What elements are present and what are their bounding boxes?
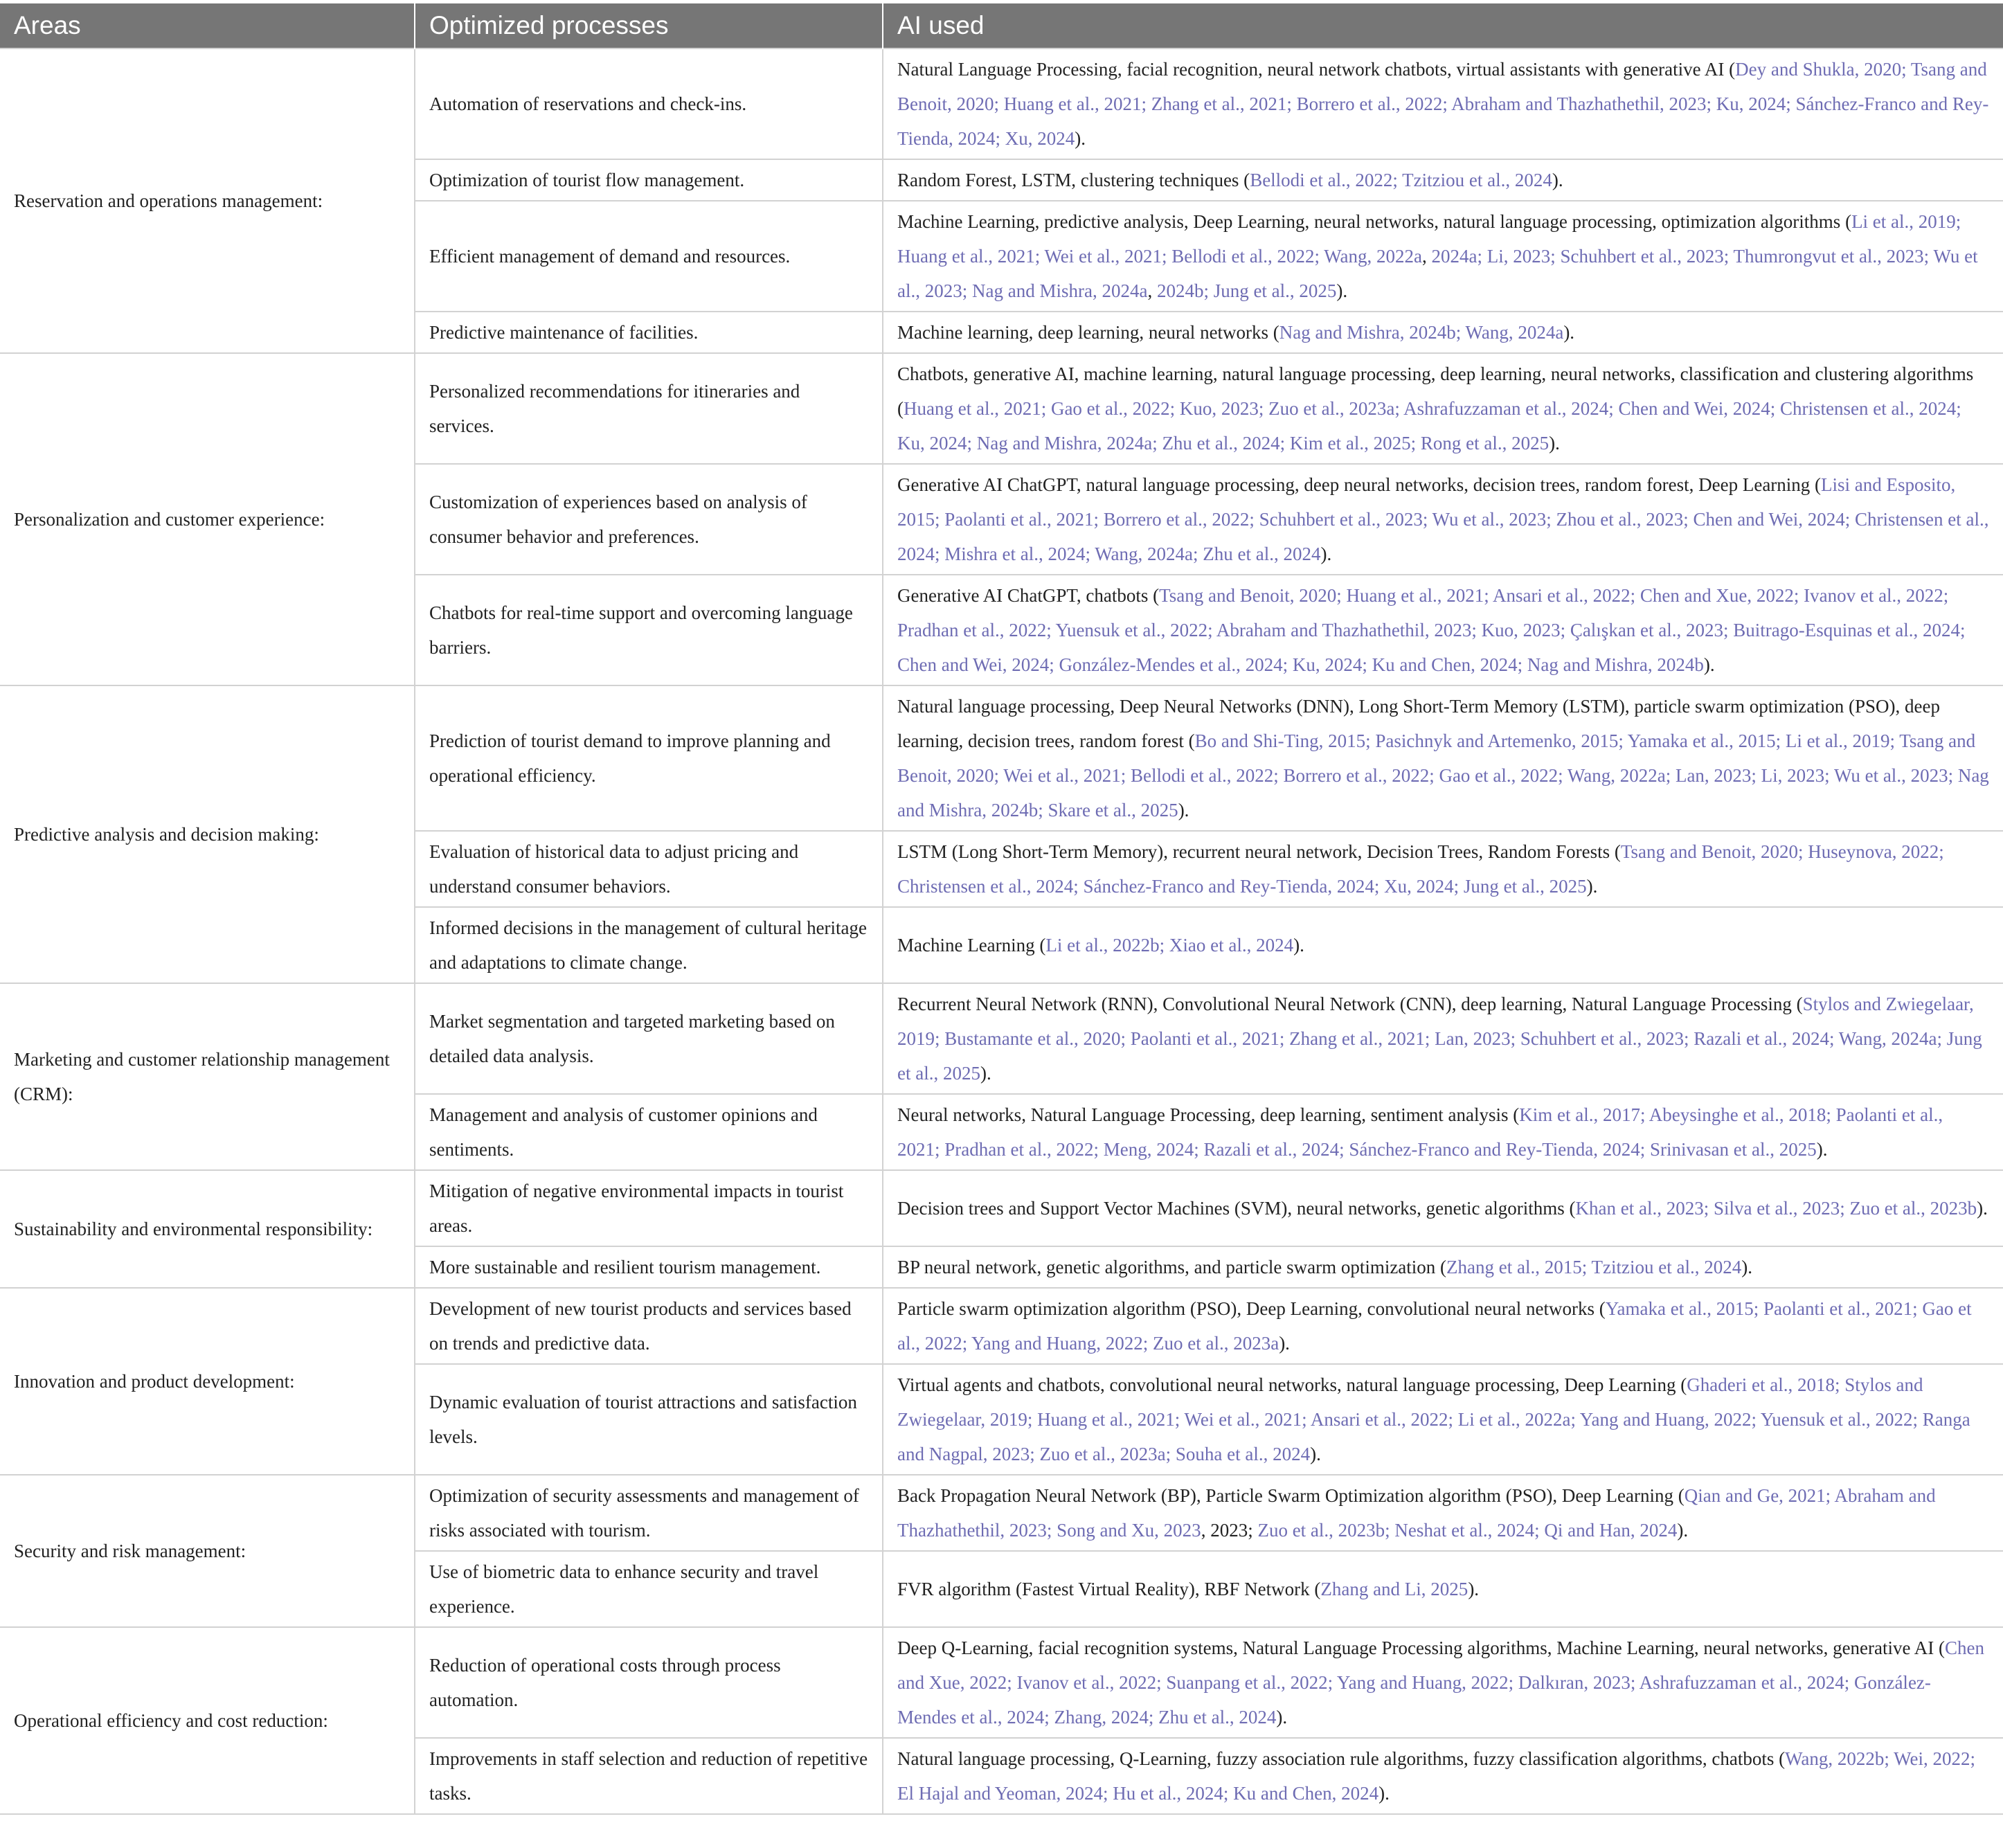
ai-text: ). (1703, 654, 1715, 675)
ai-used-cell (883, 201, 2003, 312)
process-cell: Informed decisions in the management of cultural heritage and adaptations to climate change. (415, 907, 883, 983)
citation-text: Wang, 2022b; Wei, 2022; El Hajal and Yeoman, 2024; Hu et al., 2024; Ku and Chen, 2024 (897, 1748, 1975, 1804)
citation-text: Kim et al., 2017; Abeysinghe et al., 2018; Paolanti et al., 2021; Pradhan et al., 2022; Meng, 2024; Razali et al., 2024; Sánchez-Franco and Rey-Tienda, 2024; Srinivasan et al., 2025 (897, 1104, 1943, 1160)
ai-text: Particle swarm optimization algorithm (PSO), Deep Learning, convolutional neural networks ( (897, 1298, 1606, 1319)
citation-text: Tsang and Benoit, 2020; Huseynova, 2022; Christensen et al., 2024; Sánchez-Franco and Rey-Tienda, 2024; Xu, 2024; Jung et al., 2025 (897, 841, 1944, 897)
process-cell: Optimization of tourist flow management. (415, 159, 883, 201)
table-row (0, 983, 2003, 1094)
ai-used-cell (883, 983, 2003, 1094)
ai-used-cell (883, 575, 2003, 685)
area-cell: Operational efficiency and cost reduction: (0, 1627, 415, 1814)
ai-text: Virtual agents and chatbots, convolutional neural networks, natural language processing, Deep Learning ( (897, 1374, 1687, 1395)
ai-text: ). (1586, 876, 1598, 897)
citation-text: Yamaka et al., 2015; Paolanti et al., 2021; Gao et al., 2022; Yang and Huang, 2022; Zuo et al., 2023a (897, 1298, 1972, 1354)
ai-text: Natural language processing, Deep Neural Networks (DNN), Long Short-Term Memory (LSTM), particle swarm optimization (PSO), deep learning, decision trees, random forest ( (897, 696, 1940, 751)
process-cell: Reduction of operational costs through process automation. (415, 1627, 883, 1738)
citation-text: Bo and Shi-Ting, 2015; Pasichnyk and Artemenko, 2015; Yamaka et al., 2015; Li et al., 2019; Tsang and Benoit, 2020; Wei et al., 2021; Bellodi et al., 2022; Borrero et al., 2022; Gao et al., 2022; Wang, 2022a; Lan, 2023; Li, 2023; Wu et al., 2023; Nag and Mishra, 2024b; Skare et al., 2025 (897, 730, 1989, 820)
ai-used-cell (883, 907, 2003, 983)
ai-text: Recurrent Neural Network (RNN), Convolutional Neural Network (CNN), deep learning, Natural Language Processing ( (897, 994, 1803, 1014)
process-cell: Evaluation of historical data to adjust pricing and understand consumer behaviors. (415, 831, 883, 907)
ai-text: Natural language processing, Q-Learning, fuzzy association rule algorithms, fuzzy classification algorithms, chatbots ( (897, 1748, 1786, 1769)
ai-used-cell (883, 1627, 2003, 1738)
ai-text: , (1422, 246, 1432, 267)
table-row (0, 685, 2003, 831)
ai-used-cell (883, 312, 2003, 353)
process-cell: More sustainable and resilient tourism management. (415, 1246, 883, 1288)
process-cell: Prediction of tourist demand to improve planning and operational efficiency. (415, 685, 883, 831)
table-row (0, 1170, 2003, 1246)
ai-text: ). (1549, 433, 1560, 454)
ai-used-cell (883, 1288, 2003, 1364)
ai-used-cell (883, 1738, 2003, 1814)
process-cell: Dynamic evaluation of tourist attractions and satisfaction levels. (415, 1364, 883, 1475)
ai-text: , 2023; (1201, 1520, 1258, 1541)
ai-text: ). (1741, 1257, 1752, 1277)
process-cell: Chatbots for real-time support and overcoming language barriers. (415, 575, 883, 685)
ai-text: ). (1320, 544, 1332, 564)
process-cell: Market segmentation and targeted marketing based on detailed data analysis. (415, 983, 883, 1094)
ai-text: , (1147, 280, 1157, 301)
ai-used-cell (883, 1094, 2003, 1170)
table-row (0, 353, 2003, 464)
citation-text: Chen and Xue, 2022; Ivanov et al., 2022; Suanpang et al., 2022; Yang and Huang, 2022; Dalkıran, 2023; Ashrafuzzaman et al., 2024; González-Mendes et al., 2024; Zhang, 2024; Zhu et al., 2024 (897, 1638, 1984, 1728)
table-row (0, 48, 2003, 159)
ai-text: Machine Learning, predictive analysis, Deep Learning, neural networks, natural language processing, optimization algorithms ( (897, 211, 1852, 232)
ai-text: ). (1178, 800, 1189, 820)
citation-text: Stylos and Zwiegelaar, 2019; Bustamante et al., 2020; Paolanti et al., 2021; Zhang et al., 2021; Lan, 2023; Schuhbert et al., 2023; Razali et al., 2024; Wang, 2024a; Jung et al., 2025 (897, 994, 1982, 1084)
ai-text: Machine Learning ( (897, 935, 1046, 956)
header-row (0, 3, 2003, 48)
ai-text: Deep Q-Learning, facial recognition systems, Natural Language Processing algorithms, Machine Learning, neural networks, generative AI ( (897, 1638, 1945, 1658)
ai-text: Natural Language Processing, facial recognition, neural network chatbots, virtual assistants with generative AI ( (897, 59, 1736, 80)
citation-text: Li et al., 2019; Huang et al., 2021; Wei et al., 2021; Bellodi et al., 2022; Wang, 2022a (897, 211, 1961, 267)
area-cell: Sustainability and environmental responsibility: (0, 1170, 415, 1288)
area-cell: Personalization and customer experience: (0, 353, 415, 685)
process-cell: Mitigation of negative environmental impacts in tourist areas. (415, 1170, 883, 1246)
header-ai-used: AI used (883, 3, 2003, 48)
header-areas: Areas (0, 3, 415, 48)
ai-text: ). (1279, 1333, 1290, 1354)
ai-used-cell (883, 1551, 2003, 1627)
citation-text: Nag and Mishra, 2024b; Wang, 2024a (1279, 322, 1564, 343)
citation-text: 2024b; Jung et al., 2025 (1156, 280, 1337, 301)
ai-text: Machine learning, deep learning, neural networks ( (897, 322, 1279, 343)
ai-text: Generative AI ChatGPT, chatbots ( (897, 585, 1160, 606)
table-row (0, 1288, 2003, 1364)
ai-text: ). (980, 1063, 991, 1084)
ai-text: Chatbots, generative AI, machine learning, natural language processing, deep learning, neural networks, classification and clustering algorithms ( (897, 364, 1974, 419)
ai-text: ). (1378, 1783, 1390, 1804)
ai-tourism-table (0, 3, 2003, 1815)
ai-text: BP neural network, genetic algorithms, and particle swarm optimization ( (897, 1257, 1447, 1277)
citation-text: Zhang and Li, 2025 (1320, 1579, 1468, 1599)
process-cell: Automation of reservations and check-ins. (415, 48, 883, 159)
ai-text: ). (1816, 1139, 1828, 1160)
ai-used-cell (883, 464, 2003, 575)
ai-used-cell (883, 353, 2003, 464)
area-cell: Marketing and customer relationship management (CRM): (0, 983, 415, 1170)
process-cell: Customization of experiences based on analysis of consumer behavior and preferences. (415, 464, 883, 575)
ai-text: ). (1276, 1707, 1288, 1728)
ai-used-cell (883, 685, 2003, 831)
ai-text: LSTM (Long Short-Term Memory), recurrent neural network, Decision Trees, Random Forests ( (897, 841, 1621, 862)
ai-used-cell (883, 159, 2003, 201)
citation-text: Li et al., 2022b; Xiao et al., 2024 (1045, 935, 1294, 956)
process-cell: Personalized recommendations for itineraries and services. (415, 353, 883, 464)
process-cell: Optimization of security assessments and management of risks associated with tourism. (415, 1475, 883, 1551)
area-cell: Innovation and product development: (0, 1288, 415, 1475)
ai-text: ). (1468, 1579, 1480, 1599)
ai-text: ). (1336, 280, 1348, 301)
citation-text: Huang et al., 2021; Gao et al., 2022; Kuo, 2023; Zuo et al., 2023a; Ashrafuzzaman et al., 2024; Chen and Wei, 2024; Christensen et al., 2024; Ku, 2024; Nag and Mishra, 2024a; Zhu et al., 2024; Kim et al., 2025; Rong et al., 2025 (897, 398, 1961, 454)
citation-text: Zuo et al., 2023b; Neshat et al., 2024; Qi and Han, 2024 (1257, 1520, 1678, 1541)
process-cell: Predictive maintenance of facilities. (415, 312, 883, 353)
process-cell: Management and analysis of customer opinions and sentiments. (415, 1094, 883, 1170)
ai-text: ). (1293, 935, 1304, 956)
ai-used-cell (883, 1364, 2003, 1475)
citation-text: Khan et al., 2023; Silva et al., 2023; Zuo et al., 2023b (1575, 1198, 1977, 1219)
area-cell: Predictive analysis and decision making: (0, 685, 415, 983)
citation-text: Dey and Shukla, 2020; Tsang and Benoit, 2020; Huang et al., 2021; Zhang et al., 2021; Borrero et al., 2022; Abraham and Thazhathethil, 2023; Ku, 2024; Sánchez-Franco and Rey-Tienda, 2024; Xu, 2024 (897, 59, 1989, 149)
ai-text: ). (1563, 322, 1575, 343)
area-cell: Reservation and operations management: (0, 48, 415, 353)
table-body (0, 48, 2003, 1814)
process-cell: Efficient management of demand and resources. (415, 201, 883, 312)
ai-text: ). (1310, 1444, 1321, 1464)
ai-text: Generative AI ChatGPT, natural language processing, deep neural networks, decision trees, random forest, Deep Learning ( (897, 474, 1822, 495)
ai-text: FVR algorithm (Fastest Virtual Reality), RBF Network ( (897, 1579, 1321, 1599)
citation-text: Ghaderi et al., 2018; Stylos and Zwiegelaar, 2019; Huang et al., 2021; Wei et al., 2021; Ansari et al., 2022; Li et al., 2022a; Yang and Huang, 2022; Yuensuk et al., 2022; Ranga and Nagpal, 2023; Zuo et al., 2023a; Souha et al., 2024 (897, 1374, 1970, 1464)
ai-text: ). (1977, 1198, 1988, 1219)
ai-text: ). (1677, 1520, 1689, 1541)
citation-text: 2024a; Li, 2023; Schuhbert et al., 2023; Thumrongvut et al., 2023; Wu et al., 2023; Nag and Mishra, 2024a (897, 246, 1978, 301)
table-row (0, 1475, 2003, 1551)
citation-text: Lisi and Esposito, 2015; Paolanti et al., 2021; Borrero et al., 2022; Schuhbert et al., 2023; Wu et al., 2023; Zhou et al., 2023; Chen and Wei, 2024; Christensen et al., 2024; Mishra et al., 2024; Wang, 2024a; Zhu et al., 2024 (897, 474, 1989, 564)
citation-text: Qian and Ge, 2021; Abraham and Thazhathethil, 2023; Song and Xu, 2023 (897, 1485, 1936, 1541)
process-cell: Development of new tourist products and services based on trends and predictive data. (415, 1288, 883, 1364)
process-cell: Improvements in staff selection and reduction of repetitive tasks. (415, 1738, 883, 1814)
ai-text: ). (1075, 128, 1086, 149)
table-header (0, 3, 2003, 48)
header-optimized-processes: Optimized processes (415, 3, 883, 48)
ai-text: Decision trees and Support Vector Machines (SVM), neural networks, genetic algorithms ( (897, 1198, 1576, 1219)
process-cell: Use of biometric data to enhance security and travel experience. (415, 1551, 883, 1627)
ai-used-cell (883, 1246, 2003, 1288)
area-cell: Security and risk management: (0, 1475, 415, 1627)
ai-text: Random Forest, LSTM, clustering techniques ( (897, 170, 1250, 190)
ai-used-cell (883, 1170, 2003, 1246)
citation-text: Bellodi et al., 2022; Tzitziou et al., 2024 (1250, 170, 1552, 190)
ai-text: ). (1552, 170, 1563, 190)
ai-used-cell (883, 831, 2003, 907)
ai-used-cell (883, 48, 2003, 159)
ai-text: Neural networks, Natural Language Processing, deep learning, sentiment analysis ( (897, 1104, 1520, 1125)
ai-text: Back Propagation Neural Network (BP), Particle Swarm Optimization algorithm (PSO), Deep Learning ( (897, 1485, 1685, 1506)
citation-text: Tsang and Benoit, 2020; Huang et al., 2021; Ansari et al., 2022; Chen and Xue, 2022; Ivanov et al., 2022; Pradhan et al., 2022; Yuensuk et al., 2022; Abraham and Thazhathethil, 2023; Kuo, 2023; Çalışkan et al., 2023; Buitrago-Esquinas et al., 2024; Chen and Wei, 2024; González-Mendes et al., 2024; Ku, 2024; Ku and Chen, 2024; Nag and Mishra, 2024b (897, 585, 1966, 675)
ai-used-cell (883, 1475, 2003, 1551)
citation-text: Zhang et al., 2015; Tzitziou et al., 2024 (1446, 1257, 1742, 1277)
table-row (0, 1627, 2003, 1738)
